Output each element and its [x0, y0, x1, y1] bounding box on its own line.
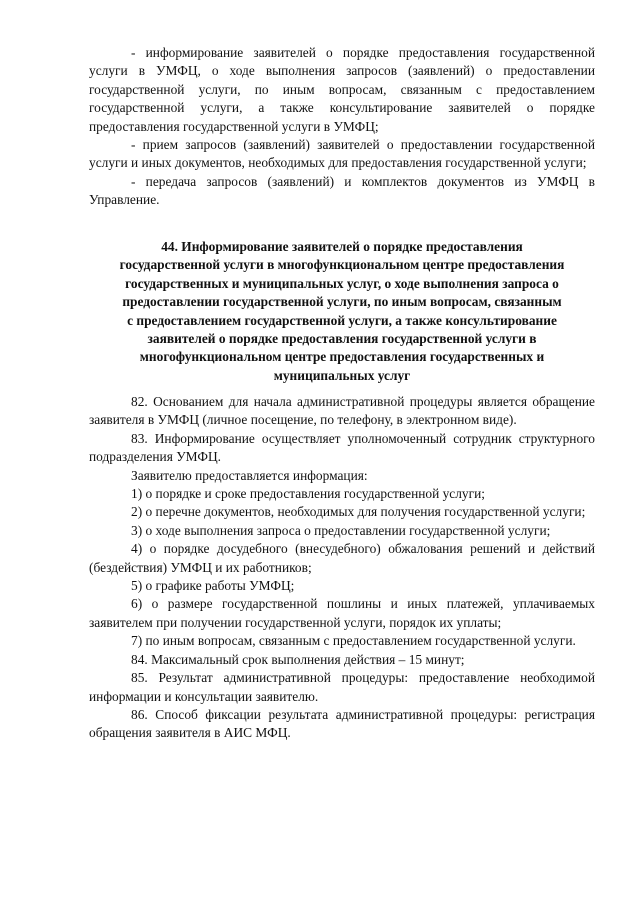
heading-line: государственных и муниципальных услуг, о ходе выполнения запроса о [125, 275, 559, 291]
paragraph-reception: - прием запросов (заявлений) заявителей о предоставлении государственной услуги и иных документов, необходимых для предоставления государственной услуги; [89, 137, 595, 171]
paragraph-85: 85. Результат административной процедуры: предоставление необходимой информации и консультации заявителю. [89, 670, 595, 704]
list-item-3: 3) о ходе выполнения запроса о предоставлении государственной услуги; [131, 522, 551, 538]
list-item-7: 7) по иным вопросам, связанным с предоставлением государственной услуги. [131, 633, 576, 649]
heading-line: заявителей о порядке предоставления государственной услуги в [147, 331, 537, 347]
paragraph-info-intro: Заявителю предоставляется информация: [131, 467, 368, 483]
intro-section [89, 44, 595, 210]
heading-line: многофункциональном центре предоставления государственных и [139, 349, 545, 365]
body-section [89, 393, 595, 743]
heading-line: муниципальных услуг [273, 367, 411, 383]
heading-line: государственной услуги в многофункциональном центре предоставления [119, 257, 565, 273]
paragraph-86: 86. Способ фиксации результата административной процедуры: регистрация обращения заявителя в АИС МФЦ. [89, 706, 595, 741]
paragraph-informing: - информирование заявителей о порядке предоставления государственной услуги в УМФЦ, о ходе выполнения запросов (заявлений) о предоставлении государственной услуги, по иным вопросам, связанным с предоставлением государственной услуги, а также консультирование заявителей о порядке предоставления государственной услуги в УМФЦ; [89, 45, 595, 134]
paragraph-84: 84. Максимальный срок выполнения действия – 15 минут; [131, 651, 465, 667]
heading-line: 44. Информирование заявителей о порядке предоставления [161, 239, 523, 254]
paragraph-82: 82. Основанием для начала административной процедуры является обращение заявителя в УМФЦ (личное посещение, по телефону, в электронном виде). [89, 394, 595, 428]
list-item-5: 5) о графике работы УМФЦ; [131, 578, 295, 594]
section-heading [89, 238, 595, 385]
heading-line: предоставлении государственной услуги, по иным вопросам, связанным [122, 294, 562, 310]
list-item-2: 2) о перечне документов, необходимых для получения государственной услуги; [131, 504, 586, 520]
heading-line: с предоставлением государственной услуги, а также консультирование [127, 312, 557, 328]
list-item-4: 4) о порядке досудебного (внесудебного) обжалования решений и действий (бездействия) УМФЦ и их работников; [89, 541, 595, 575]
paragraph-83: 83. Информирование осуществляет уполномоченный сотрудник структурного подразделения УМФЦ. [89, 430, 595, 465]
paragraph-transfer: - передача запросов (заявлений) и комплектов документов из УМФЦ в Управление. [89, 173, 595, 208]
list-item-6: 6) о размере государственной пошлины и иных платежей, уплачиваемых заявителем при получении государственной услуги, порядок их уплаты; [89, 596, 595, 630]
list-item-1: 1) о порядке и сроке предоставления государственной услуги; [131, 486, 486, 502]
